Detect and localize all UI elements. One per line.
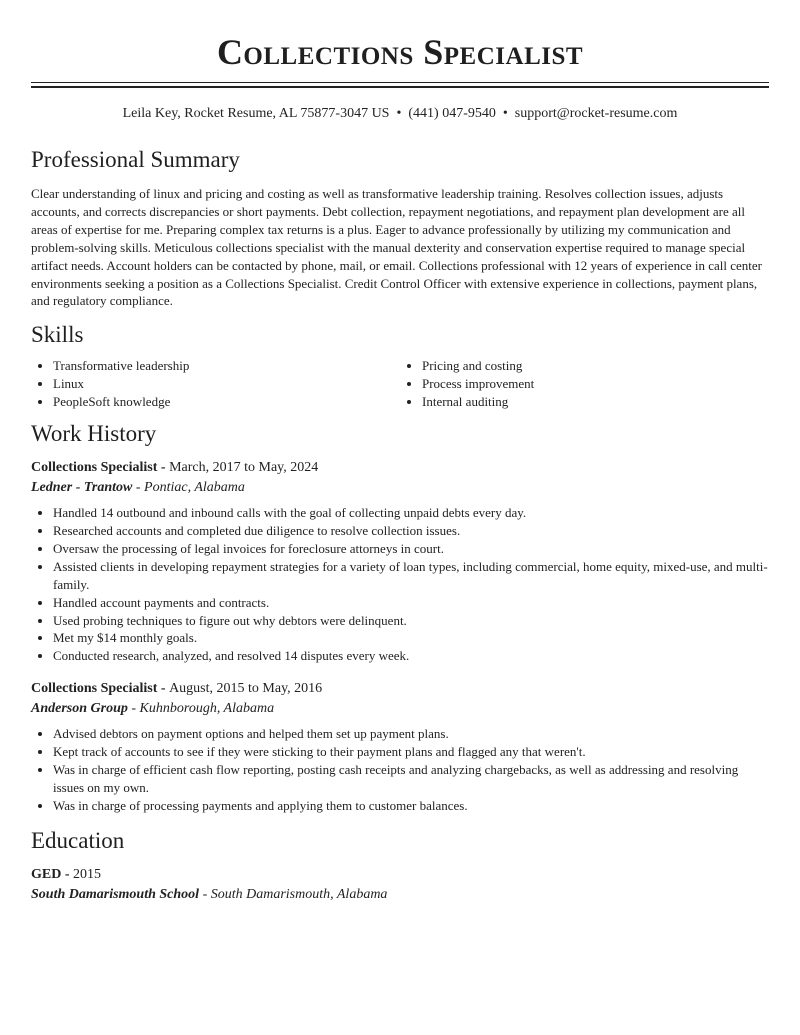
skill-item: • Process improvement (422, 375, 769, 393)
skills-column-right (400, 357, 769, 411)
duty-item: • Advised debtors on payment options and helped them set up payment plans. (53, 725, 769, 743)
title-divider-thick (31, 86, 769, 88)
job-title-line: Collections Specialist - August, 2015 to May, 2016 (31, 681, 323, 697)
resume-title: Collections Specialist (216, 32, 584, 72)
job-location: Kuhnborough, Alabama (139, 701, 275, 717)
section-heading-skills: Skills (31, 322, 84, 348)
job-company: Ledner - Trantow (31, 480, 133, 496)
job-dates: March, 2017 to May, 2024 (169, 460, 319, 476)
duty-item: • Kept track of accounts to see if they were sticking to their payment plans and flagged any that weren't. (53, 743, 769, 761)
job-title: Collections Specialist (31, 681, 158, 697)
contact-email: support@rocket-resume.com (514, 106, 678, 121)
skill-item: • Internal auditing (422, 393, 769, 411)
skill-item: • Linux (53, 375, 400, 393)
education-school-line: South Damarismouth School - South Damarismouth, Alabama (31, 886, 388, 902)
duty-item: • Met my $14 monthly goals. (53, 629, 769, 647)
job-company: Anderson Group (31, 701, 128, 717)
duty-item: • Researched accounts and completed due diligence to resolve collection issues. (53, 522, 769, 540)
duty-item: • Conducted research, analyzed, and resolved 14 disputes every week. (53, 647, 769, 665)
summary-text: Clear understanding of linux and pricing and costing as well as transformative leadership training. Resolves collection issues, adjusts accounts, and corrects discrepancies or short payments. Debt collection, repayment negotiations, and repayment plan development are all areas of expertise for me. Preparing complex tax returns is a plus. Eager to advance professionally by utilizing my communication and problem-solving skills. Meticulous collections specialist with the manual dexterity and conservation expertise required to manage special artifact needs. Account holders can be contacted by phone, mail, or email. Collections professional with 12 years of experience in call center environments seeking a position as a Collections Specialist. Credit Control Officer with extensive experience in collections, payment plans, and regulatory compliance. (31, 186, 762, 309)
duty-item: • Assisted clients in developing repayment strategies for a variety of loan types, including commercial, home equity, mixed-use, and multi-family. (53, 558, 769, 594)
education-year: 2015 (73, 866, 102, 882)
job-duties (31, 504, 769, 665)
job-title-line: Collections Specialist - March, 2017 to May, 2024 (31, 460, 319, 476)
job-entry (31, 458, 769, 665)
education-location: South Damarismouth, Alabama (210, 886, 388, 902)
skills-list (31, 357, 769, 411)
contact-line (31, 105, 769, 123)
job-entry (31, 679, 769, 815)
skill-item: • Pricing and costing (422, 357, 769, 375)
duty-item: • Handled 14 outbound and inbound calls with the goal of collecting unpaid debts every day. (53, 504, 769, 522)
section-heading-work-history: Work History (31, 421, 157, 447)
duty-item: • Used probing techniques to figure out why debtors were delinquent. (53, 612, 769, 630)
duty-item: • Was in charge of efficient cash flow reporting, posting cash receipts and analyzing chargebacks, as well as addressing and resolving issues on my own. (53, 761, 769, 797)
skill-item: • Transformative leadership (53, 357, 400, 375)
contact-address: Leila Key, Rocket Resume, AL 75877-3047 US (122, 106, 390, 121)
bullet-separator: • (502, 106, 508, 121)
job-dates: August, 2015 to May, 2016 (169, 681, 323, 697)
skill-item: • PeopleSoft knowledge (53, 393, 400, 411)
job-company-line: Ledner - Trantow - Pontiac, Alabama (31, 480, 245, 496)
duty-item: • Oversaw the processing of legal invoices for foreclosure attorneys in court. (53, 540, 769, 558)
bullet-separator: • (396, 106, 402, 121)
section-heading-summary: Professional Summary (31, 147, 240, 172)
job-duties (31, 725, 769, 815)
education-degree-line: GED - 2015 (31, 866, 102, 882)
title-divider-thin (31, 82, 769, 83)
job-title: Collections Specialist (31, 460, 158, 476)
duty-item: • Handled account payments and contracts. (53, 594, 769, 612)
education-degree: GED (31, 866, 62, 882)
duty-item: • Was in charge of processing payments and applying them to customer balances. (53, 797, 769, 815)
skills-column-left (31, 357, 400, 411)
section-heading-education: Education (31, 827, 125, 853)
contact-phone: (441) 047-9540 (408, 106, 496, 121)
education-school: South Damarismouth School (31, 886, 200, 902)
job-company-line: Anderson Group - Kuhnborough, Alabama (31, 701, 275, 717)
job-location: Pontiac, Alabama (144, 480, 245, 496)
